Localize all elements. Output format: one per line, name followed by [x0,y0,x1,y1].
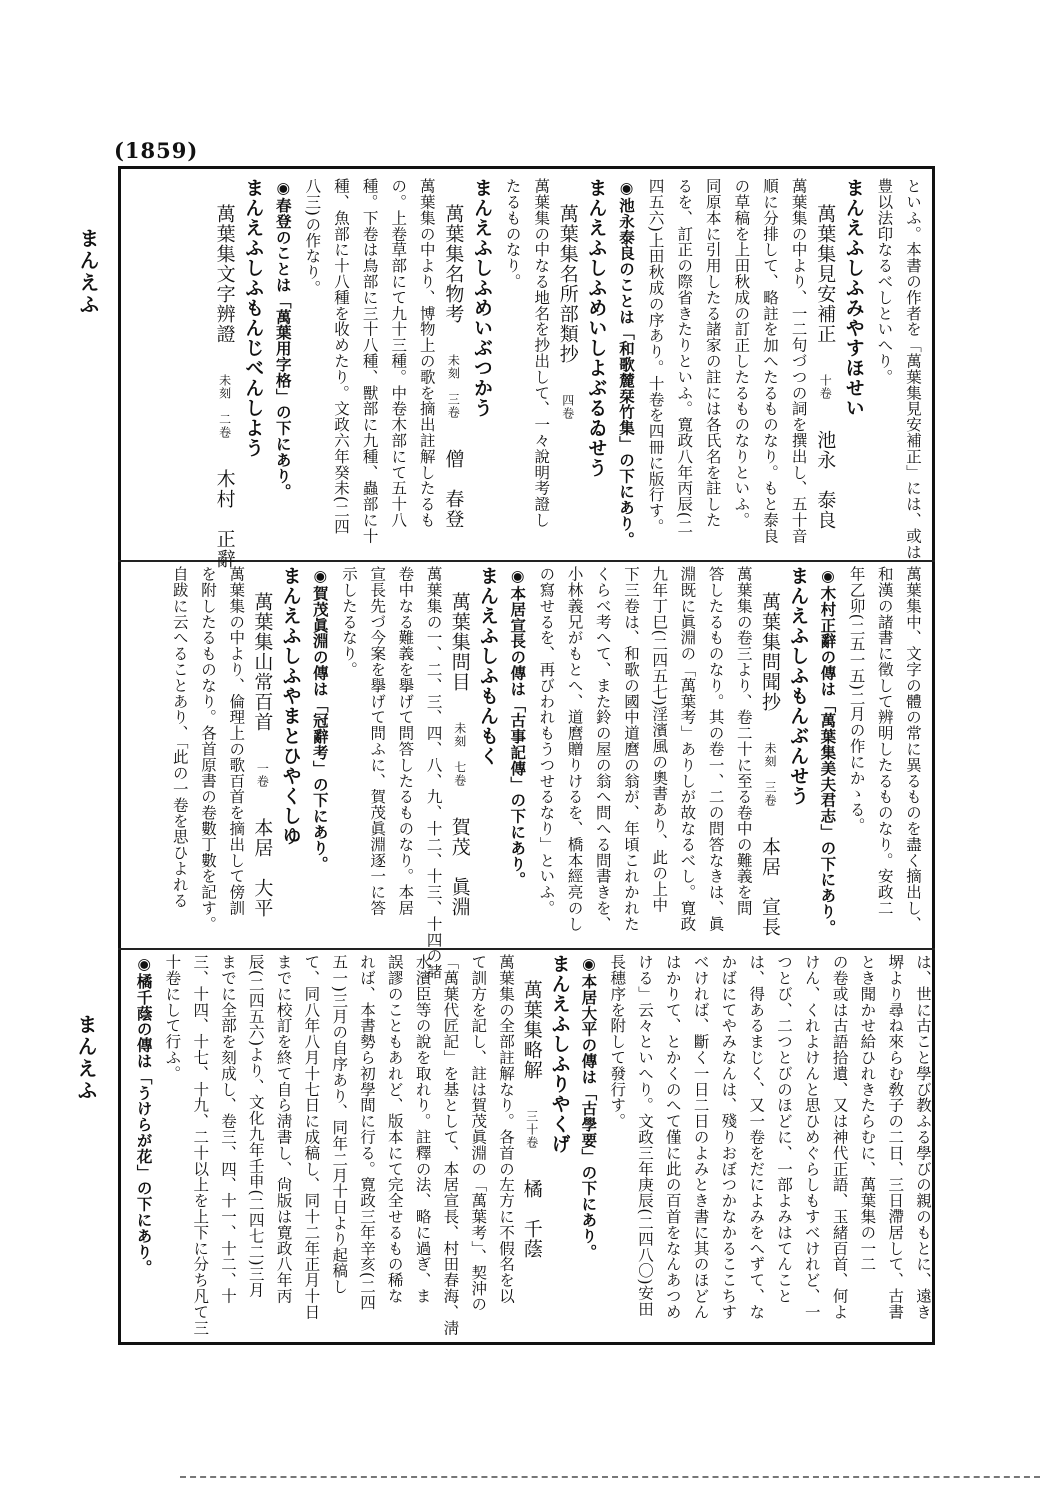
entry-title-line [438,204,465,550]
text-column: 種。下卷は鳥部に三十八種、獸部に九種、蟲部に十 [360,178,379,544]
text-column: 順に分排して、略註を加へたるものなり。もと泰良 [761,178,779,544]
text-column: 淵既に眞淵の「萬葉考」ありしが故なるべし。寛政 [678,566,697,932]
entry-title-line [210,204,236,569]
entry-heading-text: まんえふしふもんじべんしよう [242,178,265,458]
text-column: 「萬葉代匠記」を基として、本居宣長、村田春海、淸 [441,954,460,1336]
text-column: までに全部を刻成し、卷三、四、十一、十二、十 [219,954,237,1304]
text-column: の草稿を上田秋成の訂正したるものなりといふ。 [732,178,751,528]
running-head-bottom: まんえふ [74,1014,98,1102]
entry-heading [545,954,569,1334]
text-column: 九年丁巳(二四五七)淫濱風の奧書あり、此の上中 [650,566,669,913]
text-column: くらべ考へて、また鈴の屋の翁へ問へる問書きを、 [593,566,612,932]
text-column: 十卷にして行ふ。 [163,954,182,1082]
entry-author: 木村 正辭 [213,469,236,569]
text-column: ◉池永泰良のことは「和歌麓栞竹集」の下にあり。 [617,178,636,548]
entry-title: 萬葉集問聞抄 [759,592,781,712]
text-column: ける」云々といへり。文政三年庚辰(二四八〇)安田 [636,954,654,1317]
text-column: は、世に古こと學び教ふる學びの親のもとに、遠き [914,954,932,1320]
text-column: けん、くれよけんと思ひめぐらしもすべけれど、一 [802,954,821,1320]
entry-volumes: 一卷 [255,762,270,788]
text-column: 萬葉集の中なる地名を抄出して、一々說明考證し [532,178,551,528]
text-column: はかりて、とかくのへて僅に此の百首をなんあつめ [663,954,682,1320]
text-column: 萬葉集中、文字の體の常に異るものを盡く摘出し、 [904,566,922,932]
text-column: といふ。本書の作者を「萬葉集見安補正」には、或は [904,178,922,560]
text-column: 堺より尋ね來らむ敎子の二日、三日滯居して、古書 [886,954,905,1320]
entry-heading-text: まんえふしふみやすほせい [842,178,865,418]
text-column: 萬葉集の中より、一二句づつの詞を撰出し、五十音 [789,178,808,544]
text-column: の。上卷草部にて九十三種。中卷木部にて五十八 [389,178,408,528]
text-column: かばにてやみなんは、殘りおぼつかなかるここちす [719,954,738,1320]
text-column: 長穗序を附して發行す。 [608,954,627,1129]
entry-volumes: 未刻 三卷 [446,354,461,419]
entry-title-line [247,592,274,942]
text-column: までに校訂を終て自ら淸書し、尙版は寛政八年丙 [274,954,293,1304]
entry-volumes: 未刻 三卷 [763,742,777,807]
entry-author: 池永 泰良 [814,430,837,530]
entry-volumes: 未刻 二卷 [217,374,232,439]
text-column: の寫せるを、再びわれもうつせるなり」といふ。 [537,566,556,916]
text-column: ◉賀茂眞淵の傳は「冠辭考」の下にあり。 [310,566,330,872]
text-column: 自跋に云へることあり、「此の一卷を思ひよれる [170,566,189,909]
entry-heading [473,566,497,942]
text-column: れば、本書勢ら初學間に行る。寛政三年辛亥(二四 [358,954,376,1311]
entry-title: 萬葉集名所部類抄 [556,204,579,364]
entry-heading [238,178,265,550]
entry-title: 萬葉集問目 [448,592,471,692]
running-head-top: まんえふ [76,228,100,316]
text-column: たるものなり。 [503,178,522,290]
tier-divider-1 [118,560,935,562]
text-column: 同原本に引用したる諸家の註には各氏名を註した [703,178,722,528]
entry-heading-text: まんえふしふやまとひやくしゆ [279,566,302,846]
entry-title-line [810,204,837,550]
entry-title: 萬葉集文字辨證 [213,204,236,344]
text-column: ◉木村正辭の傳は「萬葉集美夫君志」の下にあり。 [818,566,838,936]
text-column: つとび、二つとびのほどに、一部よみはてんこと [775,954,793,1304]
entry-title: 萬葉集略解 [520,980,543,1080]
entry-title: 萬葉集山常百首 [251,592,274,732]
text-column: の卷或は古語拾遺、又は神代正語、玉緒百首、何よ [830,954,849,1320]
entry-heading-text: まんえふしふめいぶつかう [471,178,493,418]
text-column: 卷中なる難義を擧げて問答したるものなり。本居 [396,566,415,916]
entry-author: 賀茂 眞淵 [448,817,471,917]
text-column: 八三)の作なり。 [303,178,322,296]
bottom-dash-line [180,1476,1040,1478]
entry-heading-text: まんえふしふもんもく [477,566,499,766]
text-column: 辰(二四五六)より、文化九年壬申(二四七二)三月 [246,954,265,1298]
text-column: ◉橘千蔭の傳は「うけらが花」の下にあり。 [134,954,154,1276]
text-column: 水濱臣等の說を取れり。註釋の法、略に過ぎ、ま [413,954,432,1304]
text-column: て訓方を記し、註は賀茂眞淵の「萬葉考」、契沖の [469,954,488,1312]
text-column: 答したるものなり。其の卷一、二の問答なきは、眞 [706,566,725,932]
tier-divider-2 [118,948,935,950]
text-column: 年乙卯(二五一五)二月の作にかゝる。 [847,566,866,834]
text-column: るを、訂正の際省きたりといふ。寛政八年丙辰(二 [675,178,694,535]
entry-title-line [755,592,779,942]
entry-volumes: 四卷 [560,394,575,420]
entry-heading [783,566,810,942]
entry-heading [276,566,300,942]
text-column: ◉本居大平の傳は「古學要」の下にあり。 [579,954,599,1260]
entry-heading-text: まんえふしふもんぶんせう [787,566,810,806]
entry-title-line [517,980,541,1334]
entry-author: 本居 宣長 [759,837,781,937]
text-column: を附したるものなり。各首原書の卷數丁數を記す。 [199,566,217,932]
entry-heading [581,178,608,550]
text-column: 宣長先づ今案を擧げて問ふに、賀茂眞淵逐一に答 [368,566,387,916]
text-column: 萬葉集の一、二、三、四、八、九、十二、十三、十四の諸 [424,566,443,980]
entry-heading [839,178,863,550]
text-column: 示したるなり。 [340,566,358,678]
entry-author: 僧 春登 [442,449,465,529]
text-column: は、得あるまじく、又一卷をだによみをへずて、な [747,954,766,1320]
text-column: 萬葉集の中より、倫理上の歌百首を摘出して傍訓 [227,566,246,916]
text-column: 誤謬のこともあれど、版本にて完全せるもの稀な [385,954,404,1304]
text-column: ◉春登のことは「萬葉用字格」の下にあり。 [273,178,293,500]
entry-heading [467,178,491,550]
entry-title: 萬葉集名物考 [442,204,465,324]
entry-heading-text: まんえふしふりやくげ [548,954,571,1154]
entry-author: 橘 千蔭 [520,1179,543,1259]
text-column: て、同八年八月十七日に成稿し、同十二年正月十日 [302,954,321,1320]
text-column: 下三卷は、和歌の國中道麿の翁が、年頃これかれた [622,566,640,932]
text-column: とき聞かせ給ひれきたらむに、萬葉集の一二 [858,954,877,1272]
text-column: 種、魚部に十八種を收めたり。文政六年癸未(二四 [332,178,350,535]
entry-volumes: 未刻 七卷 [452,722,467,787]
text-column: 豊以法印なるべしといへり。 [875,178,894,385]
text-column: 和漢の諸書に徵して辨明したるものなり。安政二 [875,566,894,916]
text-column: べければ、斷く一日二日のよみとき書に其のほどん [691,954,710,1320]
text-column: 萬葉集の全部註解なり。各首の左方に不假名を以 [497,954,515,1304]
entry-author: 本居 大平 [251,818,274,918]
entry-title-line [553,204,577,550]
text-column: 四五六)上田秋成の序あり。十卷を四冊に版行す。 [646,178,665,535]
text-column: 三、十四、十七、十九、二十以上を上下に分ち凡て三 [191,954,210,1336]
text-column: 萬葉集の卷三より、卷二十に至る卷中の難義を問 [734,566,753,916]
text-column: ◉本居宣長の傳は「古事記傳」の下にあり。 [508,566,528,888]
entry-volumes: 十卷 [818,374,833,400]
text-column: 萬葉集の中より、博物上の歌を摘出註解したるも [417,178,436,528]
text-column: 小林義兄がもとへ、道麿贈りけるを、橋本經亮のし [565,566,584,932]
text-column: 五一)三月の自序あり、同年二月十日より起稿し [330,954,349,1295]
entry-heading-text: まんえふしふめいしよぶるゐせう [585,178,608,478]
entry-title-line [445,592,469,942]
entry-volumes: 三十卷 [524,1110,539,1149]
entry-title: 萬葉集見安補正 [814,204,837,344]
page-number: (1859) [114,138,199,163]
